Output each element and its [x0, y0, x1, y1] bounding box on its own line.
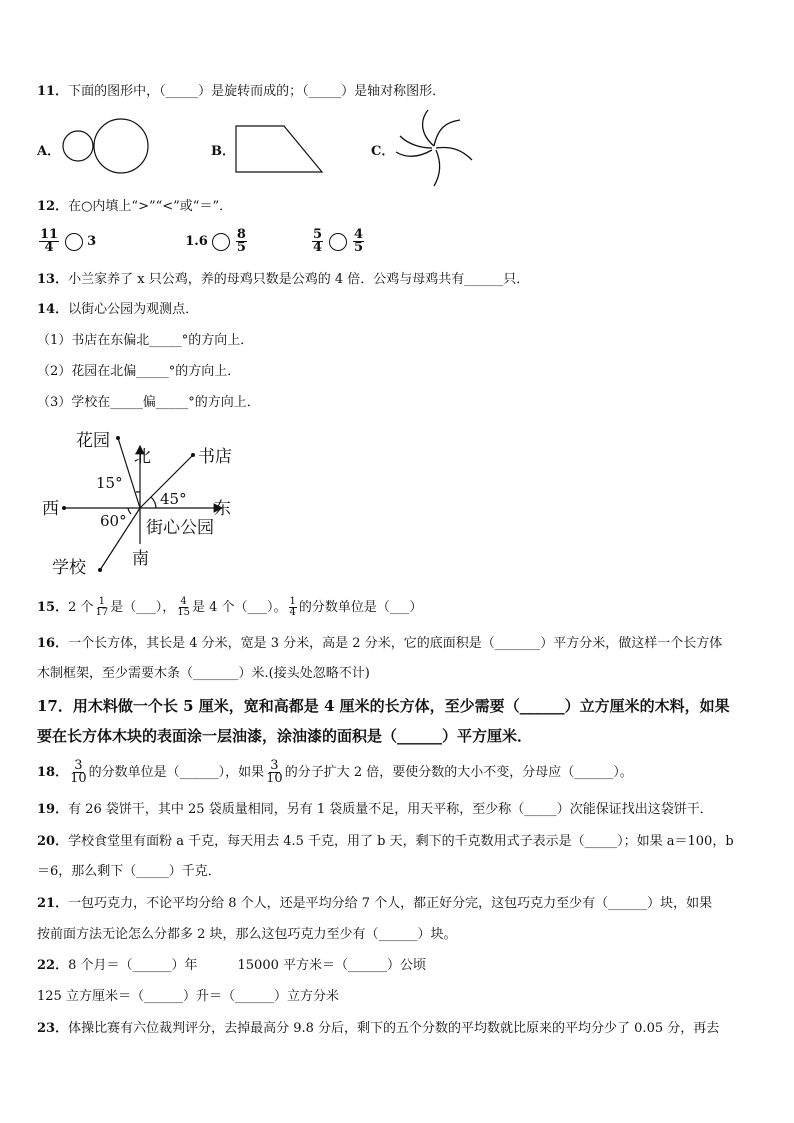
q17-line-1: 17．用木料做一个长 5 厘米，宽和高都是 4 厘米的长方体，至少需要（______）立方厘米的木料，如果	[37, 697, 730, 715]
q13-text: 13．小兰家养了 x 只公鸡，养的母鸡只数是公鸡的 4 倍．公鸡与母鸡共有______只．	[37, 272, 530, 287]
diagram-label-15deg: 15°	[96, 474, 123, 492]
q12-e3-compare-circle[interactable]	[329, 233, 347, 251]
q12-e1-fraction: $\frac{11}{4}$	[40, 227, 59, 255]
diagram-label-south: 南	[132, 549, 149, 569]
q14-part-2: （2）花园在北偏_____°的方向上．	[37, 364, 241, 379]
diagram-label-west: 西	[42, 499, 59, 519]
q19-text: 19．有 26 袋饼干，其中 25 袋质量相同，另有 1 袋质量不足，用天平称，至少称（_____）次能保证找出这袋饼干．	[37, 802, 713, 817]
q14-direction-diagram	[30, 420, 290, 590]
q11-text: 11．下面的图形中，（_____）是旋转而成的；（_____）是轴对称图形．	[37, 84, 446, 99]
diagram-label-east: 东	[214, 499, 231, 519]
q11-figure-a-circles	[58, 118, 154, 174]
q21-line-2: 按前面方法无论怎么分都多 2 块，那么这包巧克力至少有（______）块。	[37, 927, 457, 942]
diagram-label-north: 北	[134, 447, 151, 467]
q15-text: 15．2 个 $\frac{1}{17}$ 是（___）， $\frac{4}{15}$ 是 4 个（___）。 $\frac{1}{4}$ 的分数单位是（___）	[37, 596, 423, 618]
q14-part-3: （3）学校在_____偏_____°的方向上．	[37, 395, 260, 410]
q23-text: 23．体操比赛有六位裁判评分，去掉最高分 9.8 分后，剩下的五个分数的平均数就比原来的平均分少了 0.05 分，再去	[37, 1021, 720, 1036]
q21-line-1: 21．一包巧克力，不论平均分给 8 个人，还是平均分给 7 个人，都正好分完，这包巧克力至少有（______）块，如果	[37, 896, 713, 911]
q16-line-2: 木制框架，至少需要木条（_______）米.(接头处忽略不计)	[37, 666, 370, 681]
q11-option-c: C．	[371, 144, 395, 159]
q20-line-2: ＝6，那么剩下（_____）千克．	[37, 864, 221, 879]
q12-e3-left-fraction: $\frac{5}{4}$	[312, 227, 322, 255]
q11-option-b: B．	[211, 144, 235, 159]
q12-e2-compare-circle[interactable]	[212, 233, 230, 251]
q15-fraction-2: $\frac{4}{15}$	[177, 596, 190, 618]
q15-fraction-3: $\frac{1}{4}$	[289, 596, 296, 618]
diagram-label-45deg: 45°	[160, 490, 187, 508]
q17-line-2: 要在长方体木块的表面涂一层油漆，涂油漆的面积是（______）平方厘米．	[37, 727, 533, 745]
q22-line-1: 22．8 个月＝（______）年 15000 平方米＝（______）公顷	[37, 958, 426, 973]
q15-fraction-1: $\frac{1}{17}$	[95, 596, 109, 618]
q22-line-2: 125 立方厘米＝（______）升＝（______）立方分米	[37, 989, 339, 1004]
q12-e3-right-fraction: $\frac{4}{5}$	[353, 227, 364, 255]
diagram-label-center: 街心公园	[146, 518, 214, 538]
diagram-label-60deg: 60°	[100, 512, 127, 530]
diagram-label-xuexiao: 学校	[52, 558, 86, 578]
diagram-label-shudian: 书店	[198, 447, 232, 467]
q12-e2-fraction: $\frac{8}{5}$	[236, 227, 246, 255]
q20-line-1: 20．学校食堂里有面粉 a 千克，每天用去 4.5 千克，用了 b 天，剩下的千克数用式子表示是（_____）；如果 a＝100，b	[37, 834, 734, 849]
q12-expressions: $\frac{11}{4}$ 3 1.6 $\frac{8}{5}$ $\frac{5}{4}$ $\frac{4}{5}$	[40, 227, 364, 255]
q18-fraction-2: $\frac{3}{10}$	[266, 758, 283, 786]
q18-fraction-1: $\frac{3}{10}$	[70, 758, 87, 786]
q14-text: 14．以街心公园为观测点．	[37, 302, 199, 317]
q18-text: 18． $\frac{3}{10}$ 的分数单位是（______），如果 $\frac{3}{10}$ 的分子扩大 2 倍，要使分数的大小不变，分母应（______）。	[37, 758, 633, 786]
q11-figure-c-pinwheel	[390, 106, 480, 190]
q16-line-1: 16．一个长方体，其长是 4 分米，宽是 3 分米，高是 2 分米，它的底面积是（_______）平方分米，做这样一个长方体	[37, 636, 723, 651]
q11-figure-b-trapezoid	[230, 120, 330, 176]
q12-e1-compare-circle[interactable]	[65, 233, 83, 251]
q11-option-a: A．	[37, 144, 61, 159]
q12-text: 12．在○内填上“>”“<”或“＝”．	[37, 199, 233, 214]
q14-part-1: （1）书店在东偏北_____°的方向上．	[37, 333, 254, 348]
diagram-label-huayuan: 花园	[76, 431, 110, 451]
